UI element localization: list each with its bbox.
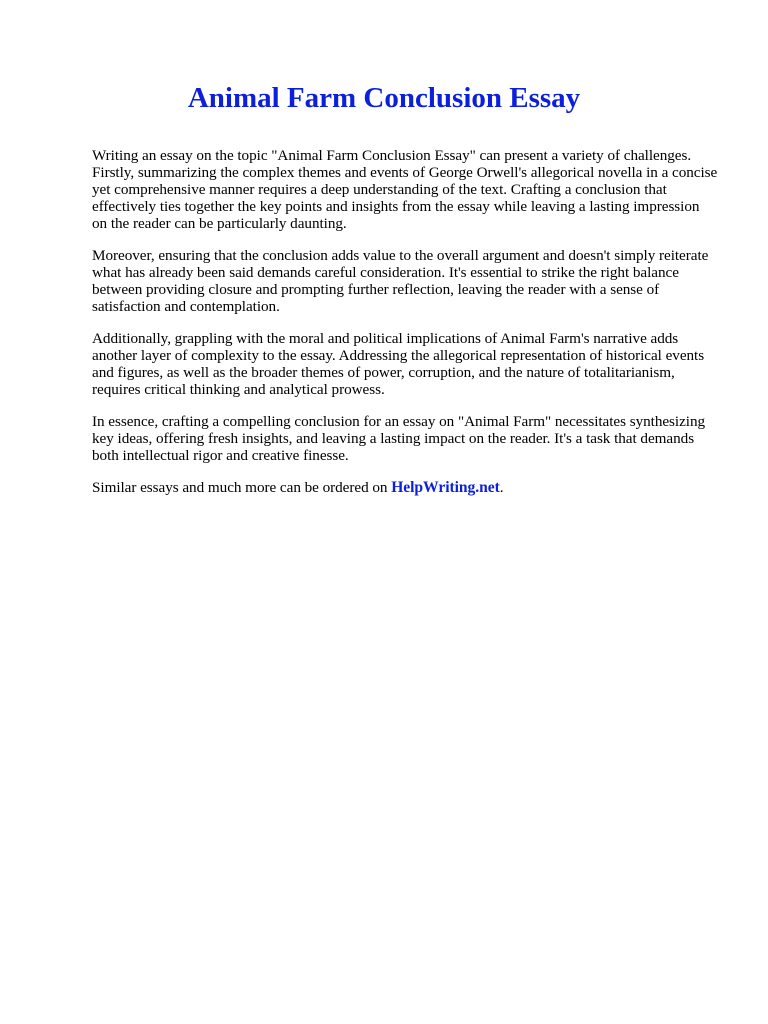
closing-prefix: Similar essays and much more can be ordered on [92,479,392,496]
paragraph-1: Writing an essay on the topic "Animal Farm Conclusion Essay" can present a variety of challenges. Firstly, summarizing the complex themes and events of George Orwell's allegorical novella in a concise yet comprehensive manner requires a deep understanding of the text. Crafting a conclusion that effectively ties together the key points and insights from the essay while leaving a lasting impression on the reader can be particularly daunting. [92,147,718,232]
closing-suffix: . [499,479,504,496]
closing-line [92,479,718,496]
paragraph-3: Additionally, grappling with the moral and political implications of Animal Farm's narrative adds another layer of complexity to the essay. Addressing the allegorical representation of historical events and figures, as well as the broader themes of power, corruption, and the nature of totalitarianism, requires critical thinking and analytical prowess. [92,330,705,398]
paragraph-2: Moreover, ensuring that the conclusion adds value to the overall argument and doesn't simply reiterate what has already been said demands careful consideration. It's essential to strike the right balance between providing closure and prompting further reflection, leaving the reader with a sense of satisfaction and contemplation. [92,247,709,315]
helpwriting-link[interactable]: HelpWriting.net [391,479,500,496]
paragraph-4: In essence, crafting a compelling conclusion for an essay on "Animal Farm" necessitates synthesizing key ideas, offering fresh insights, and leaving a lasting impact on the reader. It's a task that demands both intellectual rigor and creative finesse. [92,413,706,464]
document-title: Animal Farm Conclusion Essay [187,82,581,114]
document-body [92,147,718,511]
